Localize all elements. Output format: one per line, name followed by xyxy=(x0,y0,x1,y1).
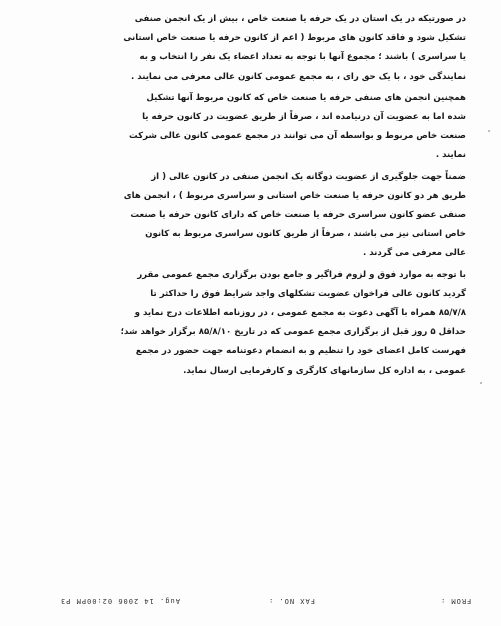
paragraph-line: در صورتیکه در یک استان در یک حرفه یا صنعت خاص ، بیش از یک انجمن صنفی xyxy=(134,14,466,24)
paragraph-line: نمایند . xyxy=(435,150,466,161)
paragraph-line: شده اما به عضویت آن درنیامده اند ، صرفاً از طریق عضویت در کانون حرفه یا xyxy=(142,112,466,123)
scan-speck xyxy=(480,382,482,384)
paragraph-line: حداقل ۵ روز قبل از برگزاری مجمع عمومی که در تاریخ ۸۵/۸/۱۰ برگزار خواهد شد؛ xyxy=(120,327,466,338)
paragraph-3 xyxy=(28,168,478,264)
fax-transmission-header xyxy=(0,593,501,613)
paragraph-line: نمایندگی خود ، با یک حق رای ، به مجمع عمومی کانون عالی معرفی می نمایند . xyxy=(130,71,466,82)
paragraph-line: ۸۵/۷/۸ همراه با آگهی دعوت به مجمع عمومی ، در روزنامه اطلاعات درج نماید و xyxy=(134,308,466,319)
paragraph-line: همچنین انجمن های صنفی حرفه یا صنعت خاص که کانون مربوط آنها تشکیل xyxy=(146,92,466,103)
paragraph-line: صنفی عضو کانون سراسری حرفه یا صنعت خاص که دارای کانون حرفه یا صنعت xyxy=(130,210,466,221)
fax-date-time: Aug. 14 2006 02:00PM P3 xyxy=(60,597,180,605)
paragraph-line: صنعت خاص مربوط و بواسطه آن می توانند در مجمع عمومی کانون عالی شرکت xyxy=(129,131,466,142)
paragraph-line: عالی معرفی می گردند . xyxy=(362,248,466,259)
paragraph-4 xyxy=(28,266,478,381)
fax-from-label: FROM : xyxy=(440,597,472,605)
scan-speck xyxy=(488,130,490,132)
paragraph-line: یا سراسری ) باشند ؛ مجموع آنها با توجه به تعداد اعضاء یک نفر را انتخاب و به xyxy=(139,52,466,63)
fax-number-label: FAX NO. : xyxy=(268,597,315,605)
paragraph-line: با توجه به موارد فوق و لزوم فراگیر و جامع بودن برگزاری مجمع عمومی مقرر xyxy=(137,269,466,280)
paragraph-line: خاص استانی نیز می باشند ، صرفاً از طریق کانون سراسری مربوط به کانون xyxy=(145,229,466,240)
paragraph-line: عمومی ، به اداره کل سازمانهای کارگری و کارفرمایی ارسال نماید. xyxy=(183,365,466,376)
paragraph-line: فهرست کامل اعضای خود را تنظیم و به انضمام دعوتنامه جهت حضور در مجمع xyxy=(135,346,466,357)
paragraph-line: ضمناً جهت جلوگیری از عضویت دوگانه یک انجمن صنفی در کانون عالی ( از xyxy=(151,171,466,182)
paragraph-line: گردید کانون عالی فراخوان عضویت تشکلهای واجد شرایط فوق را حداکثر تا xyxy=(150,288,466,299)
letter-body xyxy=(28,10,478,381)
paragraph-1 xyxy=(28,10,478,87)
paragraph-line: تشکیل شود و فاقد کانون های مربوط ( اعم از کانون حرفه یا صنعت خاص استانی xyxy=(123,33,466,44)
paragraph-2 xyxy=(28,89,478,166)
paragraph-line: طریق هر دو کانون حرفه یا صنعت خاص استانی و سراسری مربوط ) ، انجمن های xyxy=(123,190,466,201)
